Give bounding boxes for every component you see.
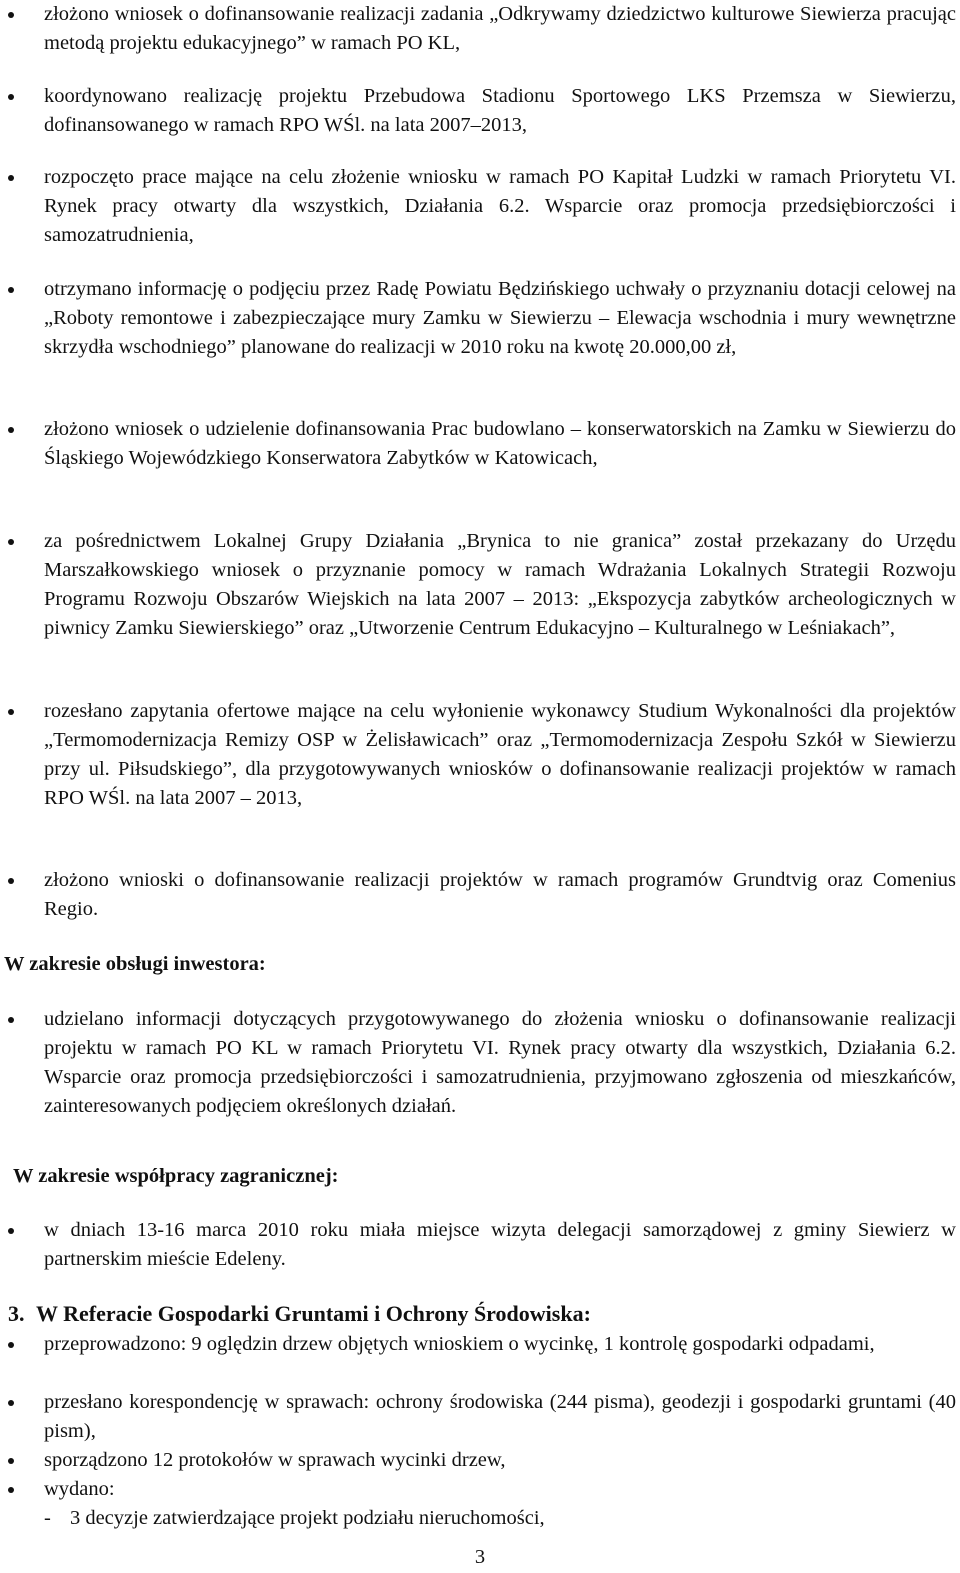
dash-item-text: 3 decyzje zatwierdzające projekt podziału nieruchomości, (69, 1507, 545, 1529)
list-item: rozesłano zapytania ofertowe mające na celu wyłonienie wykonawcy Studium Wykonalności dla projektów „Termomodernizacja Remizy OSP w Żelisławicach” oraz „Termomodernizacja Zespołu Szkół w Siewierzu przy ul. Piłsudskiego”, dla przygotowywanych wniosków o dofinansowanie realizacji projektów w ramach RPO WŚl. na lata 2007 – 2013, (44, 697, 956, 813)
section-title: W Referacie Gospodarki Gruntami i Ochrony Środowiska: (36, 1301, 591, 1326)
bullet-icon (8, 878, 14, 884)
list-item: przeprowadzono: 9 oględzin drzew objętych wnioskiem o wycinkę, 1 kontrolę gospodarki odpadami, (44, 1330, 956, 1359)
bullet-icon (8, 1017, 14, 1023)
list-item: sporządzono 12 protokołów w sprawach wycinki drzew, (44, 1446, 956, 1475)
list-item: koordynowano realizację projektu Przebudowa Stadionu Sportowego LKS Przemsza w Siewierzu, dofinansowanego w ramach RPO WŚl. na lata 2007–2013, (44, 82, 956, 140)
bullet-icon (8, 1228, 14, 1234)
section-number: 3. (8, 1301, 25, 1326)
bullet-icon (8, 1400, 14, 1406)
list-item: rozpoczęto prace mające na celu złożenie wniosku w ramach PO Kapitał Ludzki w ramach Priorytetu VI. Rynek pracy otwarty dla wszystkich, Działania 6.2. Wsparcie oraz promocja przedsiębiorczości i samozatrudnienia, (44, 163, 956, 250)
list-item: przesłano korespondencję w sprawach: ochrony środowiska (244 pisma), geodezji i gospodarki gruntami (40 pism), (44, 1388, 956, 1446)
list-item: udzielano informacji dotyczących przygotowywanego do złożenia wniosku o dofinansowanie realizacji projektu w ramach PO KL w ramach Priorytetu VI. Rynek pracy otwarty dla wszystkich, Działania 6.2. Wsparcie oraz promocja przedsiębiorczości i samozatrudnienia, przyjmowano zgłoszenia od mieszkańców, zainteresowanych podjęciem określonych działań. (44, 1005, 956, 1121)
list-item: złożono wnioski o dofinansowanie realizacji projektów w ramach programów Grundtvig oraz Comenius Regio. (44, 866, 956, 924)
bullet-icon (8, 709, 14, 715)
bullet-icon (8, 539, 14, 545)
list-item: w dniach 13-16 marca 2010 roku miała miejsce wizyta delegacji samorządowej z gminy Siewierz w partnerskim mieście Edeleny. (44, 1216, 956, 1274)
page-number: 3 (474, 1546, 486, 1568)
heading-investor: W zakresie obsługi inwestora: (4, 953, 266, 975)
bullet-icon (8, 175, 14, 181)
bullet-icon (8, 287, 14, 293)
bullet-icon (8, 1458, 14, 1464)
list-item: złożono wniosek o dofinansowanie realizacji zadania „Odkrywamy dziedzictwo kulturowe Siewierza pracując metodą projektu edukacyjnego” w ramach PO KL, (44, 0, 956, 58)
list-item: otrzymano informację o podjęciu przez Radę Powiatu Będzińskiego uchwały o przyznaniu dotacji celowej na „Roboty remontowe i zabezpieczające mury Zamku w Siewierzu – Elewacja wschodnia i mury wewnętrzne skrzydła wschodniego” planowane do realizacji w 2010 roku na kwotę 20.000,00 zł, (44, 275, 956, 362)
bullet-icon (8, 94, 14, 100)
bullet-icon (8, 427, 14, 433)
bullet-icon (8, 1342, 14, 1348)
list-item: złożono wniosek o udzielenie dofinansowania Prac budowlano – konserwatorskich na Zamku w Siewierzu do Śląskiego Wojewódzkiego Konserwatora Zabytków w Katowicach, (44, 415, 956, 473)
bullet-icon (8, 12, 14, 18)
list-item: za pośrednictwem Lokalnej Grupy Działania „Brynica to nie granica” został przekazany do Urzędu Marszałkowskiego wniosek o przyznanie pomocy w ramach Wdrażania Lokalnych Strategii Rozwoju Programu Rozwoju Obszarów Wiejskich na lata 2007 – 2013: „Ekspozycja zabytków archeologicznych w piwnicy Zamku Siewierskiego” oraz „Utworzenie Centrum Edukacyjno – Kulturalnego w Leśniakach”, (44, 527, 956, 643)
heading-foreign: W zakresie współpracy zagranicznej: (13, 1165, 339, 1187)
section-heading (8, 1299, 591, 1328)
dash-marker: - (44, 1507, 51, 1529)
dash-item (44, 1504, 944, 1533)
list-item: wydano: (44, 1475, 956, 1504)
bullet-icon (8, 1487, 14, 1493)
